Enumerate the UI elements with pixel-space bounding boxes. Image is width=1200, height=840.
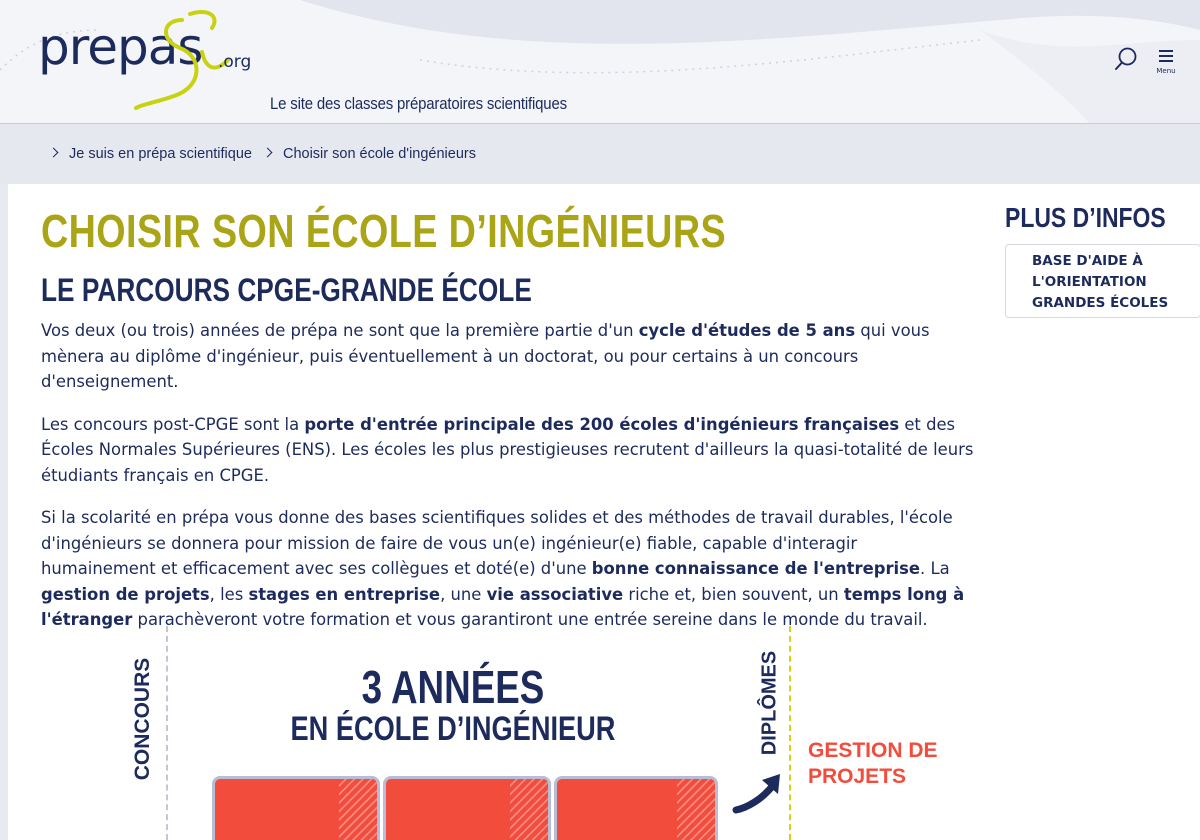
concours-dashed-line <box>166 626 168 840</box>
page-title: CHOISIR SON ÉCOLE D’INGÉNIEURS <box>41 205 727 257</box>
logo-wordmark: prepas <box>38 18 203 76</box>
year-bar-1 <box>212 776 380 840</box>
breadcrumb-label: Je suis en prépa scientifique <box>69 146 252 162</box>
hamburger-icon <box>1159 50 1173 62</box>
breadcrumb-item-prepa[interactable] <box>50 146 252 162</box>
year-bar-2 <box>383 776 551 840</box>
aside-title: PLUS D’INFOS <box>1005 202 1166 233</box>
article-paragraph: Si la scolarité en prépa vous donne des bases scientifiques solides et des méthodes de travail durables, l'école d'ingénieurs se donnera pour mission de faire de vous un(e) ingénieur(e) fiable, capable d'interagir humainement et efficacement avec ses collègues et doté(e) d'une bonne connaissance de l'entreprise. La gestion de projets, les stages en entreprise, une vie associative riche et, bien souvent, un temps long à l'étranger parachèveront votre formation et vous garantiront une entrée sereine dans le monde du travail. <box>41 508 965 629</box>
breadcrumb-label: Choisir son école d'ingénieurs <box>282 146 476 162</box>
site-logo[interactable] <box>36 8 266 118</box>
site-tagline: Le site des classes préparatoires scientifiques <box>270 94 567 113</box>
infographic-subheadline: EN ÉCOLE D’INGÉNIEUR <box>290 710 616 748</box>
diplomes-label: DIPLÔMES <box>758 650 781 756</box>
aside-link-line: BASE D'AIDE À <box>1032 253 1143 269</box>
concours-label: CONCOURS <box>131 657 154 781</box>
logo-org-suffix: .org <box>218 52 252 72</box>
breadcrumb <box>0 124 1200 184</box>
aside-link-line: L'ORIENTATION <box>1032 274 1147 290</box>
aside-link-line: GRANDES ÉCOLES <box>1032 295 1169 311</box>
menu-label: Menu <box>1156 67 1176 75</box>
aside-link-text <box>1032 251 1168 314</box>
main-content <box>8 184 1200 840</box>
infographic-headline: 3 ANNÉES <box>361 661 545 713</box>
aside-orientation-link[interactable] <box>1005 244 1200 318</box>
curved-arrow-icon <box>732 764 792 814</box>
article-body <box>41 318 976 650</box>
section-title: LE PARCOURS CPGE-GRANDE ÉCOLE <box>41 272 532 308</box>
breadcrumb-item-choisir-ecole[interactable] <box>264 146 476 162</box>
chevron-right-icon <box>49 147 59 157</box>
search-icon <box>1113 46 1139 72</box>
gestion-projets-callout: GESTION DE PROJETS <box>808 739 938 788</box>
chevron-right-icon <box>263 147 273 157</box>
year-bar-3 <box>554 776 718 840</box>
article-paragraph: Vos deux (ou trois) années de prépa ne sont que la première partie d'un cycle d'études de 5 ans qui vous mènera au diplôme d'ingénieur, puis éventuellement à un doctorat, ou pour certains à un concours d'enseignement. <box>41 321 930 391</box>
menu-button[interactable] <box>1152 48 1180 84</box>
article-paragraph: Les concours post-CPGE sont la porte d'entrée principale des 200 écoles d'ingénieurs françaises et des Écoles Normales Supérieures (ENS). Les écoles les plus prestigieuses recrutent d'ailleurs la quasi-totalité de leurs étudiants français en CPGE. <box>41 414 974 485</box>
search-button[interactable] <box>1113 46 1139 72</box>
cursus-infographic <box>8 614 988 840</box>
site-header <box>0 0 1200 124</box>
